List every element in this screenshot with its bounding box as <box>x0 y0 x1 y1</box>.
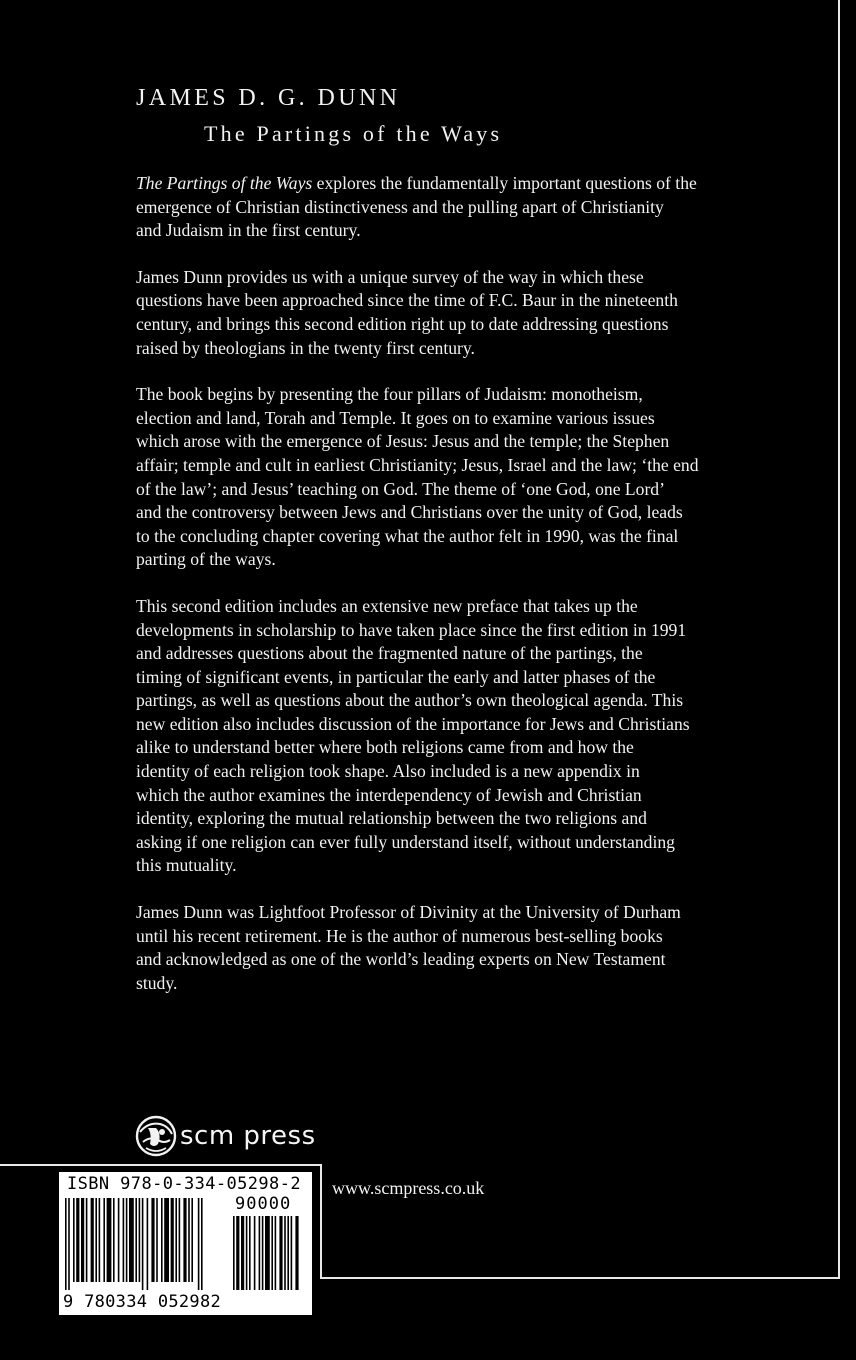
price-code: 90000 <box>235 1194 292 1214</box>
barcode-bar <box>161 1198 163 1282</box>
barcode-bar <box>249 1216 251 1290</box>
barcode-bar <box>147 1198 149 1290</box>
barcode-bar <box>129 1198 134 1282</box>
barcode-bar <box>254 1216 256 1290</box>
barcode-bar <box>81 1198 84 1282</box>
barcode-bar <box>291 1216 293 1290</box>
barcode-bar <box>76 1198 79 1282</box>
barcode-bar <box>295 1216 298 1290</box>
blurb-paragraph-1-text: explores the fundamentally important questions of the emergence of Christian distinctiveness and the pulling apart of Christianity and Judaism in the first century. <box>136 173 697 241</box>
barcode-bar <box>118 1198 120 1282</box>
supplement-barcode <box>233 1216 305 1290</box>
scm-globe-icon <box>134 1114 178 1158</box>
barcode-bar <box>139 1198 141 1282</box>
ean-barcode <box>65 1198 225 1292</box>
barcode-bar <box>164 1198 169 1282</box>
barcode-bar <box>188 1198 190 1282</box>
blurb-paragraph-3: The book begins by presenting the four pillars of Judaism: monotheism, election and land, Torah and Temple. It goes on to examine various issues which arose with the emergence of Jesus: Jesus and the temple; the Stephen affair; temple and cult in earliest Christianity; Jesus, Israel and the law; ‘the end of the law’; and Jesus’ teaching on God. The theme of ‘one God, one Lord’ and the controversy between Jews and Christians over the unity of God, leads to the concluding chapter covering what the author felt in 1990, was the final parting of the ways. <box>136 384 699 570</box>
isbn-number: ISBN 978-0-334-05298-2 <box>67 1174 301 1194</box>
barcode-bar <box>91 1198 94 1282</box>
barcode-bar <box>65 1198 67 1290</box>
barcode-bar <box>262 1216 264 1290</box>
frame-line-bottom <box>320 1277 840 1279</box>
barcode-bar <box>284 1216 286 1290</box>
barcode-bar <box>198 1198 200 1290</box>
barcode-bar <box>151 1198 154 1282</box>
barcode-bar <box>246 1216 248 1290</box>
blurb-paragraph-2: James Dunn provides us with a unique survey of the way in which these questions have been approached since the time of F.C. Baur in the nineteenth century, and brings this second edition right up to date addressing questions raised by theologians in the twenty first century. <box>136 266 678 358</box>
barcode-bar <box>95 1198 97 1282</box>
barcode-bar <box>113 1198 115 1282</box>
author-name: JAMES D. G. DUNN <box>136 85 401 111</box>
barcode-bar <box>233 1216 235 1290</box>
barcode-bar <box>156 1198 158 1282</box>
blurb <box>136 172 756 1018</box>
barcode-bar <box>265 1216 270 1290</box>
ean-digits: 9 780334 052982 <box>63 1292 222 1312</box>
barcode-bar <box>99 1198 101 1282</box>
frame-line-top <box>0 1164 322 1166</box>
barcode-bar <box>287 1216 289 1290</box>
frame-line-vertical <box>320 1164 322 1279</box>
barcode-bar <box>107 1198 112 1282</box>
barcode-bar <box>126 1198 128 1282</box>
barcode-bar <box>86 1198 88 1282</box>
frame-line-right <box>838 0 840 1279</box>
barcode-bar <box>123 1198 125 1282</box>
barcode-bar <box>259 1216 261 1290</box>
barcode-bar <box>135 1198 137 1282</box>
barcode-bar <box>179 1198 181 1282</box>
barcode-bar <box>279 1216 282 1290</box>
barcode-box <box>59 1172 312 1315</box>
barcode-bar <box>175 1198 177 1282</box>
publisher-website: www.scmpress.co.uk <box>332 1178 485 1198</box>
publisher-name: scm press <box>180 1121 316 1151</box>
book-title: The Partings of the Ways <box>204 121 503 146</box>
blurb-title-italic: The Partings of the Ways <box>136 173 313 193</box>
barcode-bar <box>142 1198 144 1290</box>
barcode-bar <box>191 1198 193 1282</box>
publisher-logo <box>134 1112 316 1160</box>
barcode-bar <box>68 1198 70 1290</box>
barcode-bar <box>73 1198 75 1282</box>
barcode-bar <box>201 1198 203 1290</box>
blurb-paragraph-5: James Dunn was Lightfoot Professor of Divinity at the University of Durham until his recent retirement. He is the author of numerous best-selling books and acknowledged as one of the world’s leading experts on New Testament study. <box>136 902 681 993</box>
barcode-bar <box>241 1216 244 1290</box>
barcode-bar <box>183 1198 186 1282</box>
barcode-bar <box>271 1216 273 1290</box>
barcode-bar <box>103 1198 105 1282</box>
barcode-bar <box>171 1198 174 1282</box>
barcode-bar <box>236 1216 239 1290</box>
blurb-paragraph-4: This second edition includes an extensive new preface that takes up the developments in scholarship to have taken place since the first edition in 1991 and addresses questions about the fragmented nature of the partings, the timing of significant events, in particular the early and latter phases of the partings, as well as questions about the author’s own theological agenda. This new edition also includes discussion of the importance for Jews and Christians alike to understand better where both religions came from and how the identity of each religion took shape. Also included is a new appendix in which the author examines the interdependency of Jewish and Christian identity, exploring the mutual relationship between the two religions and asking if one religion can ever fully understand itself, without understanding this mutuality. <box>136 595 690 876</box>
barcode-bar <box>275 1216 277 1290</box>
blurb-paragraph-1 <box>136 172 756 243</box>
